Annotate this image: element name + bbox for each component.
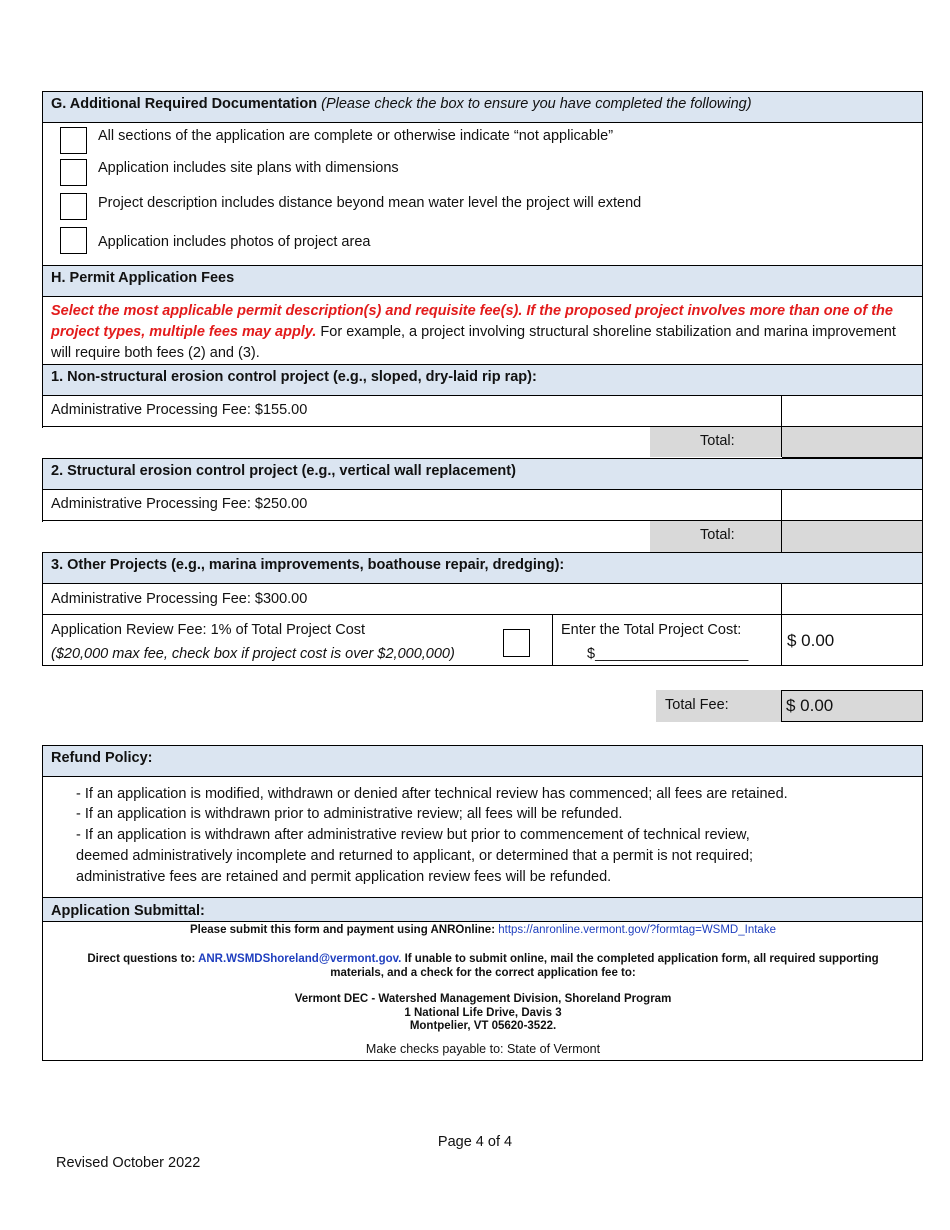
submittal-online-line [43,924,923,936]
total-fee-label: Total Fee: [665,697,729,713]
fee-instruction-red: Select the most applicable permit description(s) and requisite fee(s). If the proposed project involves more than one of the project types, multiple fees may apply. [51,303,893,340]
checkbox-distance-description[interactable] [60,193,87,220]
refund-line: administrative fees are retained and permit application review fees will be refunded. [76,869,612,885]
checkbox-cost-over-2m[interactable] [503,629,530,657]
refund-line: - If an application is modified, withdrawn or denied after technical review has commenced; all fees are retained. [76,786,788,802]
section-g-header [43,92,922,122]
section-h-header [43,266,922,296]
section-g-title: G. Additional Required Documentation [51,96,318,112]
submittal-title: Application Submittal: [51,903,205,919]
check-item-label: Application includes photos of project area [98,234,371,250]
check-item-label: Application includes site plans with dimensions [98,160,399,176]
submittal-header [43,898,922,921]
address-line: Vermont DEC - Watershed Management Division, Shoreland Program [294,993,672,1005]
address-line: 1 National Life Drive, Davis 3 [404,1006,562,1019]
fee3-admin-amount[interactable] [782,584,922,614]
page-number: Page 4 of 4 [437,1134,513,1150]
fee3-cost-input[interactable]: $___________________ [587,646,749,662]
fee3-review-amount[interactable]: $ 0.00 [787,631,835,650]
divider [42,122,923,123]
fee3-review-fee: Application Review Fee: 1% of Total Project Cost [51,622,366,638]
anronline-link[interactable]: https://anronline.vermont.gov/?formtag=WSMD_Intake [498,924,776,936]
fee2-header [43,459,922,489]
divider [42,614,923,615]
refund-header [43,746,922,776]
checkbox-site-plans[interactable] [60,159,87,186]
check-item-label: Project description includes distance beyond mean water level the project will extend [98,195,642,211]
payable-text: Make checks payable to: State of Vermont [365,1042,601,1056]
fee1-admin-amount[interactable] [782,396,922,426]
fee2-total-label: Total: [700,527,735,543]
questions-rest: If unable to submit online, mail the completed application form, all required supporting [401,953,879,965]
submittal-body [43,922,923,1060]
mailing-address [43,993,923,1034]
fee2-admin-fee: Administrative Processing Fee: $250.00 [51,496,308,512]
divider [42,776,923,777]
section-g-subtitle: (Please check the box to ensure you have completed the following) [321,96,752,112]
fee3-header [43,553,922,583]
submittal-questions [43,952,923,980]
fee2-admin-amount[interactable] [782,490,922,520]
fee1-total-label: Total: [700,433,735,449]
fee1-total-value [782,427,923,458]
fee3-title: 3. Other Projects (e.g., marina improvements, boathouse repair, dredging): [51,557,565,573]
fee1-title: 1. Non-structural erosion control project (e.g., sloped, dry-laid rip rap): [51,369,537,385]
submittal-online-text: Please submit this form and payment using ANROnline: [190,924,499,936]
revised-date: Revised October 2022 [56,1155,201,1171]
divider [552,614,553,666]
address-line: Montpelier, VT 05620-3522. [409,1020,557,1032]
questions-prefix: Direct questions to: [87,953,199,965]
section-h-title: H. Permit Application Fees [51,270,235,286]
refund-title: Refund Policy: [51,750,153,766]
refund-line: - If an application is withdrawn prior to administrative review; all fees will be refunded. [76,806,623,822]
questions-rest-line2: materials, and a check for the correct application fee to: [330,967,636,979]
fee3-review-note: ($20,000 max fee, check box if project cost is over $2,000,000) [51,646,455,662]
total-fee-value: $ 0.00 [786,696,834,715]
refund-line: deemed administratively incomplete and returned to applicant, or determined that a permit is not required; [76,848,754,864]
checkbox-sections-complete[interactable] [60,127,87,154]
fee1-admin-fee: Administrative Processing Fee: $155.00 [51,402,308,418]
fee3-cost-label: Enter the Total Project Cost: [561,622,742,638]
checkbox-photos[interactable] [60,227,87,254]
shoreland-email-link[interactable]: ANR.WSMDShoreland@vermont.gov. [198,953,402,965]
fee2-total-value [782,521,923,553]
payable-line [43,1042,923,1056]
divider [42,296,923,297]
check-item-label: All sections of the application are complete or otherwise indicate “not applicable” [98,128,614,144]
fee-instructions [51,301,917,364]
fee3-admin-fee: Administrative Processing Fee: $300.00 [51,591,308,607]
fee2-title: 2. Structural erosion control project (e.g., vertical wall replacement) [51,463,516,479]
fee-instruction-tail: For example, a project involving structural shoreline stabilization and marina improvement will require both fees (2) and (3). [51,324,896,361]
refund-line: - If an application is withdrawn after administrative review but prior to commencement of technical review, [76,827,750,843]
